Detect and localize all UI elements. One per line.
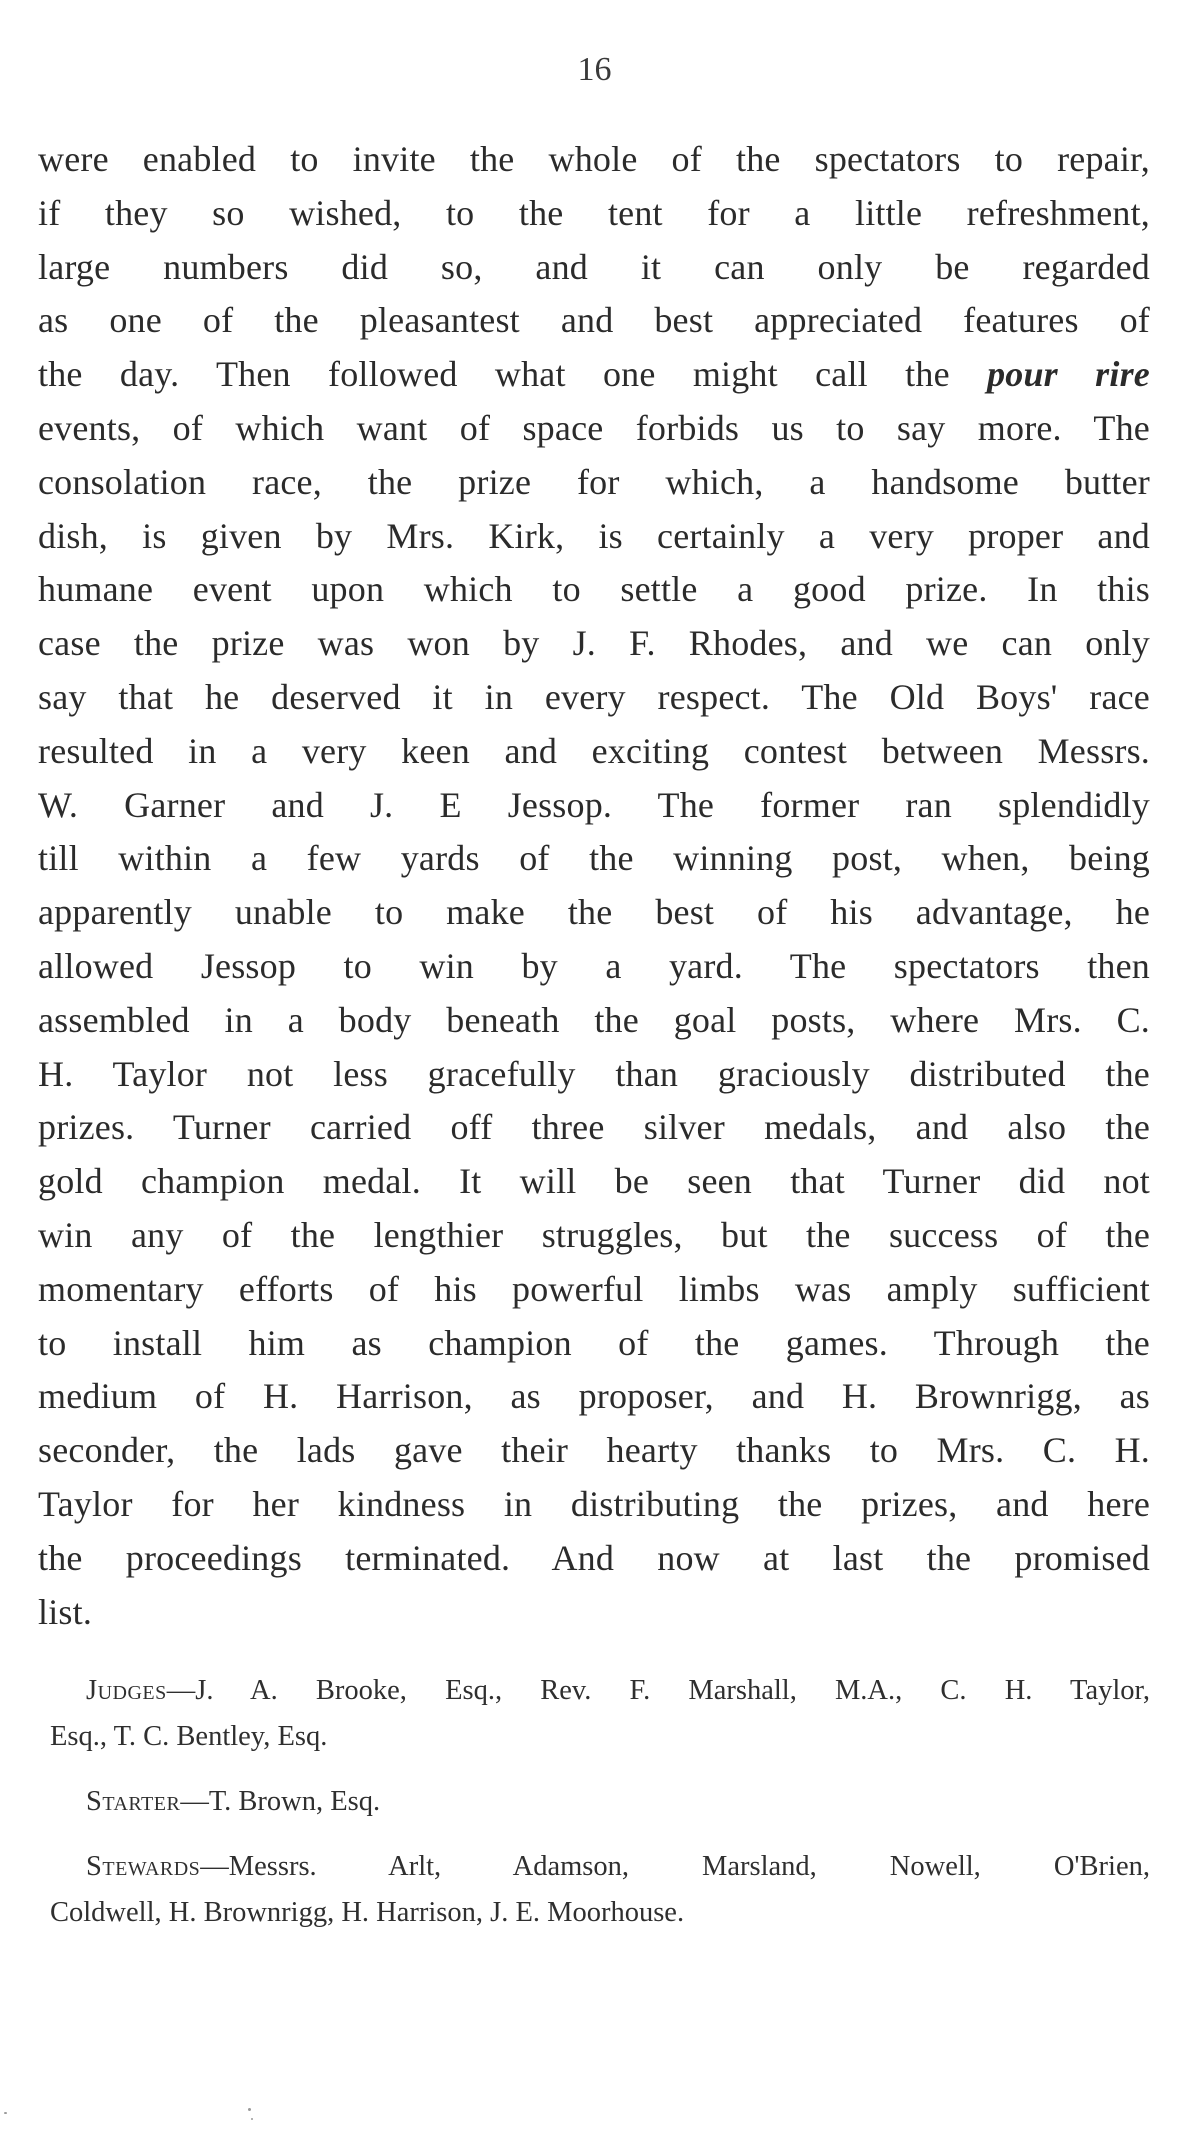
- text-line: medium of H. Harrison, as proposer, and H. Brownrigg, as: [38, 1376, 1150, 1417]
- judges-names: —J. A. Brooke, Esq., Rev. F. Marshall, M.A., C. H. Taylor,: [166, 1675, 1150, 1706]
- starter-entry: [50, 1779, 1150, 1825]
- body-paragraph: [38, 133, 1150, 1639]
- text-line: resulted in a very keen and exciting contest between Messrs.: [38, 730, 1150, 771]
- text-line: win any of the lengthier struggles, but the success of the: [38, 1214, 1150, 1255]
- text-line: events, of which want of space forbids us to say more. The: [38, 407, 1150, 448]
- starter-line: [50, 1779, 1150, 1825]
- text-line: momentary efforts of his powerful limbs was amply sufficient: [38, 1268, 1150, 1309]
- text-line: allowed Jessop to win by a yard. The spectators then: [38, 945, 1150, 986]
- text-line: Taylor for her kindness in distributing the prizes, and here: [38, 1483, 1150, 1524]
- text-line: consolation race, the prize for which, a handsome butter: [38, 461, 1150, 502]
- stewards-names: —Messrs. Arlt, Adamson, Marsland, Nowell, O'Brien,: [200, 1851, 1150, 1882]
- text-line: seconder, the lads gave their hearty thanks to Mrs. C. H.: [38, 1430, 1150, 1471]
- text-line: case the prize was won by J. F. Rhodes, and we can only: [38, 623, 1150, 664]
- text-line: H. Taylor not less gracefully than graciously distributed the: [38, 1053, 1150, 1094]
- text-segment: the day. Then followed what one might call the: [38, 354, 950, 395]
- text-line: the proceedings terminated. And now at last the promised: [38, 1537, 1150, 1578]
- text-line: as one of the pleasantest and best appreciated features of: [38, 300, 1150, 341]
- text-line: prizes. Turner carried off three silver medals, and also the: [38, 1107, 1150, 1148]
- stewards-label: Stewards: [86, 1851, 201, 1882]
- text-line: till within a few yards of the winning post, when, being: [38, 838, 1150, 879]
- stewards-line: [50, 1844, 1150, 1890]
- text-line: if they so wished, to the tent for a little refreshment,: [38, 192, 1150, 233]
- stewards-names-continued: Coldwell, H. Brownrigg, H. Harrison, J. E. Moorhouse.: [50, 1897, 685, 1928]
- text-line-with-italic: [38, 348, 1150, 402]
- starter-name: —T. Brown, Esq.: [180, 1786, 381, 1817]
- paper-speck: [251, 2118, 253, 2120]
- text-line: W. Garner and J. E Jessop. The former ran splendidly: [38, 784, 1150, 825]
- text-line: assembled in a body beneath the goal posts, where Mrs. C.: [38, 999, 1150, 1040]
- text-line: apparently unable to make the best of his advantage, he: [38, 892, 1150, 933]
- stewards-entry: [50, 1844, 1150, 1936]
- text-line: large numbers did so, and it can only be regarded: [38, 246, 1150, 287]
- text-line: to install him as champion of the games. Through the: [38, 1322, 1150, 1363]
- officials-list: [50, 1668, 1150, 1955]
- text-line: dish, is given by Mrs. Kirk, is certainly a very proper and: [38, 515, 1150, 556]
- text-line: gold champion medal. It will be seen that Turner did not: [38, 1161, 1150, 1202]
- text-line: humane event upon which to settle a good prize. In this: [38, 569, 1150, 610]
- text-line: were enabled to invite the whole of the spectators to repair,: [38, 139, 1150, 179]
- paper-speck: [248, 2108, 251, 2111]
- italic-phrase: pour rire: [987, 354, 1150, 395]
- text-line: say that he deserved it in every respect. The Old Boys' race: [38, 676, 1150, 717]
- judges-line: [50, 1668, 1150, 1714]
- judges-names-continued: Esq., T. C. Bentley, Esq.: [50, 1721, 328, 1752]
- paper-speck: [4, 2112, 7, 2114]
- judges-entry: [50, 1668, 1150, 1760]
- starter-label: Starter: [86, 1786, 181, 1817]
- page-number: 16: [577, 51, 612, 88]
- judges-label: Judges: [86, 1675, 167, 1706]
- text-line-final: list.: [38, 1591, 93, 1632]
